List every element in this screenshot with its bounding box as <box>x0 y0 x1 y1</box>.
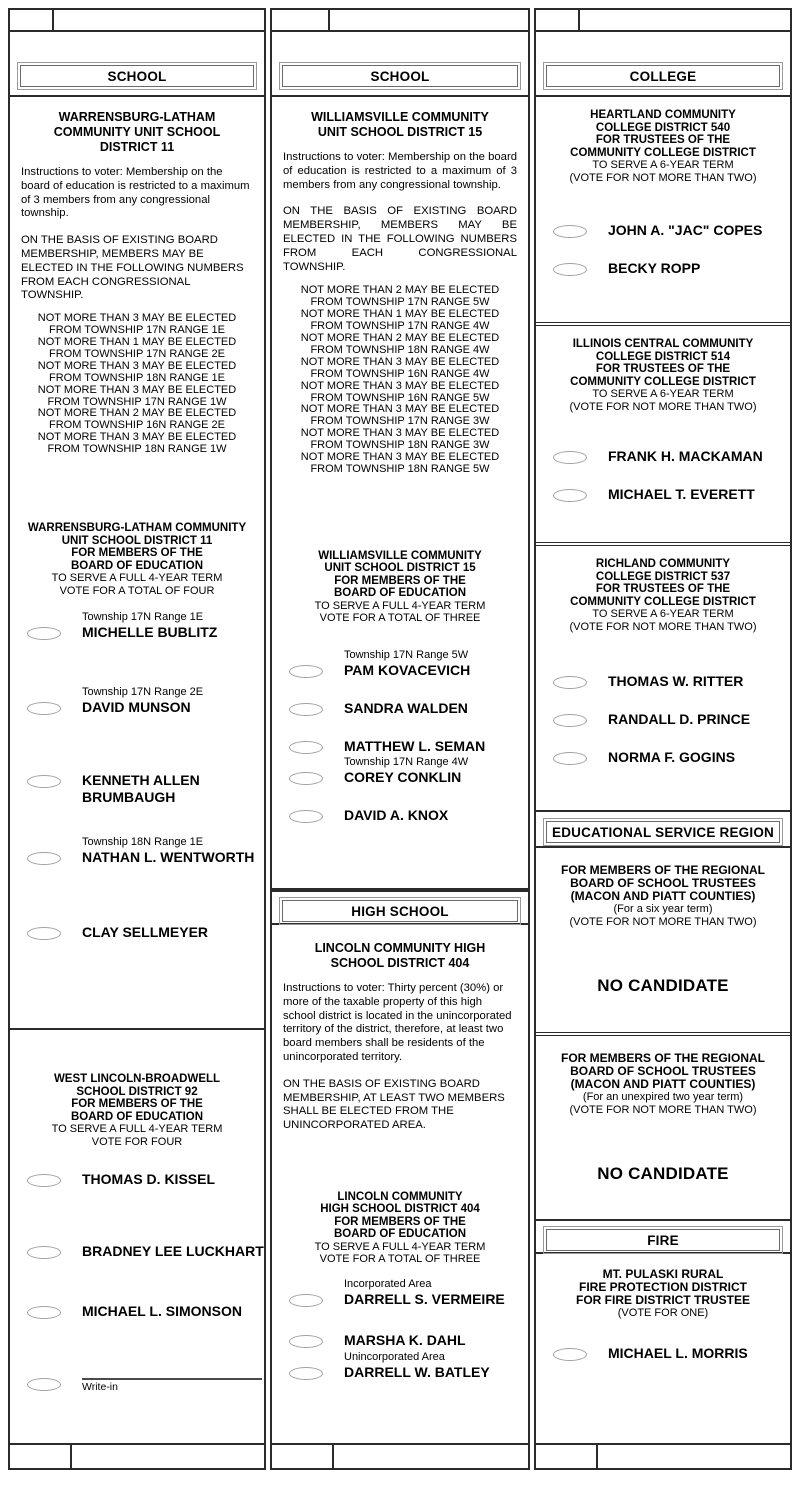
vote-for-line: VOTE FOR A TOTAL OF FOUR <box>59 584 215 597</box>
contest-title: FOR MEMBERS OF THE REGIONAL BOARD OF SCHOOL TRUSTEES (MACON AND PIATT COUNTIES) <box>561 1051 765 1091</box>
ballot-oval[interactable] <box>27 852 61 865</box>
timing-cell-small <box>10 10 54 30</box>
candidate-name: MICHAEL L. SIMONSON <box>82 1303 242 1319</box>
contest-title: MT. PULASKI RURAL FIRE PROTECTION DISTRICT FOR FIRE DISTRICT TRUSTEE <box>576 1267 750 1307</box>
township-rules: NOT MORE THAN 2 MAY BE ELECTED FROM TOWNSHIP 17N RANGE 5W NOT MORE THAN 1 MAY BE ELECTED FROM TOWNSHIP 17N RANGE 4W NOT MORE THAN 2 MAY BE ELECTED FROM TOWNSHIP 18N RANGE 4W NOT MORE THAN 3 MAY BE ELECTED FROM TOWNSHIP 16N RANGE 4W NOT MORE THAN 3 MAY BE ELECTED FROM TOWNSHIP 16N RANGE 5W NOT MORE THAN 3 MAY BE ELECTED FROM TOWNSHIP 17N RANGE 3W NOT MORE THAN 3 MAY BE ELECTED FROM TOWNSHIP 18N RANGE 3W NOT MORE THAN 3 MAY BE ELECTED FROM TOWNSHIP 18N RANGE 5W <box>300 284 500 475</box>
candidate-row <box>536 711 790 728</box>
contest-title: LINCOLN COMMUNITY HIGH SCHOOL DISTRICT 404 FOR MEMBERS OF THE BOARD OF EDUCATION <box>320 1190 480 1241</box>
ballot-oval[interactable] <box>553 1348 587 1361</box>
band-outer-box <box>543 1226 783 1254</box>
candidate-row <box>272 1278 528 1308</box>
section-band-fire <box>536 1219 790 1254</box>
contest-header <box>272 1191 528 1266</box>
instructions-paragraph: Instructions to voter: Thirty percent (30%) or more of the taxable property of this high school district is located in the unincorporated territory of the district, therefore, at least two board members shall be residents of the unincorporated territory. <box>283 982 512 1063</box>
timing-strip-bottom <box>10 1443 264 1468</box>
area-label: Incorporated Area <box>344 1277 432 1290</box>
candidate-row <box>272 1351 528 1381</box>
candidate-name: COREY CONKLIN <box>344 768 462 785</box>
contest-west-lincoln-broadwell-92 <box>10 1030 264 1443</box>
candidate-name: THOMAS W. RITTER <box>608 673 744 689</box>
section-band-college <box>536 62 790 97</box>
ballot-oval[interactable] <box>27 1378 61 1391</box>
candidate-row <box>10 1243 264 1260</box>
candidate-name: BRADNEY LEE LUCKHART <box>82 1243 264 1259</box>
vote-for-line: (VOTE FOR NOT MORE THAN TWO) <box>569 400 757 413</box>
candidate-row <box>272 756 528 786</box>
candidate-row <box>536 260 790 277</box>
candidate-name: BECKY ROPP <box>608 260 701 276</box>
write-in-line[interactable] <box>82 1378 262 1380</box>
timing-strip-top <box>272 10 528 32</box>
no-candidate-label: NO CANDIDATE <box>597 1164 729 1183</box>
contest-title: FOR MEMBERS OF THE REGIONAL BOARD OF SCHOOL TRUSTEES (MACON AND PIATT COUNTIES) <box>561 863 765 903</box>
contest-richland-537 <box>536 546 790 810</box>
timing-cell-small <box>536 10 580 30</box>
ballot-oval[interactable] <box>289 665 323 678</box>
term-line: TO SERVE A FULL 4-YEAR TERM <box>51 572 223 585</box>
timing-cell-small <box>272 10 330 30</box>
term-line: TO SERVE A FULL 4-YEAR TERM <box>51 1123 223 1135</box>
ballot-oval[interactable] <box>289 810 323 823</box>
band-outer-box <box>279 897 521 925</box>
section-band-high-school <box>272 890 528 925</box>
instructions-paragraph: Instructions to voter: Membership on the board of education is restricted to a maximum of 3 members from any congressional township. <box>283 151 517 191</box>
candidate-row <box>10 836 264 866</box>
vote-for-line: (VOTE FOR NOT MORE THAN TWO) <box>569 171 757 184</box>
contest-esr-two-year <box>536 1036 790 1219</box>
contest-esr-six-year <box>536 848 790 1032</box>
timing-strip-top <box>536 10 790 32</box>
district-title: WARRENSBURG-LATHAM COMMUNITY UNIT SCHOOL DISTRICT 11 <box>53 110 221 154</box>
township-rules: NOT MORE THAN 3 MAY BE ELECTED FROM TOWNSHIP 17N RANGE 1E NOT MORE THAN 1 MAY BE ELECTED FROM TOWNSHIP 17N RANGE 2E NOT MORE THAN 3 MAY BE ELECTED FROM TOWNSHIP 18N RANGE 1E NOT MORE THAN 3 MAY BE ELECTED FROM TOWNSHIP 17N RANGE 1W NOT MORE THAN 2 MAY BE ELECTED FROM TOWNSHIP 16N RANGE 2E NOT MORE THAN 3 MAY BE ELECTED FROM TOWNSHIP 18N RANGE 1W <box>37 312 237 456</box>
section-band-esr <box>536 810 790 848</box>
term-line: TO SERVE A FULL 4-YEAR TERM <box>314 599 486 612</box>
contest-mt-pulaski-fire <box>536 1254 790 1443</box>
timing-cell-large <box>54 10 264 30</box>
band-label: COLLEGE <box>546 65 780 87</box>
ballot-oval[interactable] <box>289 703 323 716</box>
vote-for-line: (VOTE FOR ONE) <box>617 1307 709 1319</box>
ballot-oval[interactable] <box>553 225 587 238</box>
candidate-name: DARRELL W. BATLEY <box>344 1363 490 1380</box>
instructions-paragraph: ON THE BASIS OF EXISTING BOARD MEMBERSHIP, MEMBERS MAY BE ELECTED IN THE FOLLOWING NUMBERS FROM EACH CONGRESSIONAL TOWNSHIP. <box>283 205 517 273</box>
candidate-row <box>536 673 790 690</box>
ballot-oval[interactable] <box>553 714 587 727</box>
candidate-row <box>10 772 264 806</box>
candidate-name: MICHAEL L. MORRIS <box>608 1344 748 1361</box>
timing-cell-small <box>272 1445 334 1468</box>
candidate-row <box>10 1171 264 1188</box>
ballot-oval[interactable] <box>289 1335 323 1348</box>
band-outer-box <box>17 62 257 90</box>
contest-title: ILLINOIS CENTRAL COMMUNITY COLLEGE DISTRICT 514 FOR TRUSTEES OF THE COMMUNITY COLLEGE DISTRICT <box>570 338 756 388</box>
band-label: HIGH SCHOOL <box>282 900 518 922</box>
contest-header <box>536 558 790 633</box>
candidate-row <box>10 686 264 716</box>
township-label: Township 17N Range 1E <box>82 611 204 624</box>
band-label: EDUCATIONAL SERVICE REGION <box>546 821 780 843</box>
band-outer-box <box>279 62 521 90</box>
band-label: SCHOOL <box>282 65 518 87</box>
ballot-oval[interactable] <box>289 772 323 785</box>
term-line: (For an unexpired two year term) <box>582 1091 744 1103</box>
contest-lincoln-hs-404 <box>272 925 528 1443</box>
candidate-name: SANDRA WALDEN <box>344 699 468 716</box>
contest-header <box>10 522 264 597</box>
section-band-school-middle <box>272 62 528 97</box>
header-spacer <box>272 32 528 62</box>
ballot-oval[interactable] <box>27 1306 61 1319</box>
term-line: (For a six year term) <box>613 903 713 915</box>
candidate-name: MICHELLE BUBLITZ <box>82 624 218 641</box>
contest-header <box>536 109 790 184</box>
contest-williamsville-15 <box>272 97 528 890</box>
candidate-name: JOHN A. "JAC" COPES <box>608 222 763 238</box>
township-label: Township 18N Range 1E <box>82 836 204 849</box>
band-label: FIRE <box>546 1229 780 1251</box>
write-in-label: Write-in <box>82 1381 118 1393</box>
ballot-oval[interactable] <box>553 676 587 689</box>
ballot-oval[interactable] <box>27 927 61 940</box>
candidate-name: DAVID A. KNOX <box>344 806 449 823</box>
vote-for-line: (VOTE FOR NOT MORE THAN TWO) <box>569 620 757 633</box>
contest-illinois-central-514 <box>536 326 790 542</box>
contest-title: WEST LINCOLN-BROADWELL SCHOOL DISTRICT 92 FOR MEMBERS OF THE BOARD OF EDUCATION <box>53 1073 221 1123</box>
ballot-oval[interactable] <box>27 627 61 640</box>
contest-heartland-540 <box>536 97 790 322</box>
candidate-name: DAVID MUNSON <box>82 699 191 716</box>
vote-for-line: VOTE FOR FOUR <box>91 1135 183 1148</box>
section-band-school-left <box>10 62 264 97</box>
band-outer-box <box>543 818 783 846</box>
candidate-name: MICHAEL T. EVERETT <box>608 486 755 502</box>
ballot-oval[interactable] <box>553 451 587 464</box>
ballot-oval[interactable] <box>289 741 323 754</box>
contest-header <box>536 1268 790 1320</box>
township-label: Township 17N Range 4W <box>344 755 469 768</box>
ballot-oval[interactable] <box>289 1367 323 1380</box>
candidate-row <box>536 222 790 239</box>
candidate-row <box>536 749 790 766</box>
contest-title: HEARTLAND COMMUNITY COLLEGE DISTRICT 540 FOR TRUSTEES OF THE COMMUNITY COLLEGE DISTRICT <box>570 109 756 159</box>
candidate-row <box>536 486 790 503</box>
candidate-name: CLAY SELLMEYER <box>82 924 209 941</box>
ballot-oval[interactable] <box>27 1174 61 1187</box>
timing-cell-large <box>330 10 528 30</box>
candidate-name: RANDALL D. PRINCE <box>608 711 751 727</box>
ballot-column-left <box>8 8 266 1470</box>
candidate-row <box>272 738 528 755</box>
ballot-oval[interactable] <box>289 1294 323 1307</box>
timing-strip-top <box>10 10 264 32</box>
contest-header <box>536 338 790 413</box>
area-label: Unincorporated Area <box>344 1350 445 1363</box>
band-label: SCHOOL <box>20 65 254 87</box>
candidate-name: NATHAN L. WENTWORTH <box>82 849 255 866</box>
ballot-oval[interactable] <box>553 263 587 276</box>
candidate-name: PAM KOVACEVICH <box>344 661 471 678</box>
term-line: TO SERVE A FULL 4-YEAR TERM <box>314 1240 486 1253</box>
candidate-name: NORMA F. GOGINS <box>608 749 736 765</box>
candidate-row <box>10 1303 264 1320</box>
header-spacer <box>536 32 790 62</box>
instructions-paragraph: Instructions to voter: Membership on the board of education is restricted to a maximum of 3 members from any congressional township. <box>21 166 250 220</box>
candidate-name: FRANK H. MACKAMAN <box>608 448 763 464</box>
township-label: Township 17N Range 5W <box>344 648 469 661</box>
candidate-row <box>536 1345 790 1362</box>
contest-title: WILLIAMSVILLE COMMUNITY UNIT SCHOOL DISTRICT 15 FOR MEMBERS OF THE BOARD OF EDUCATION <box>318 549 482 600</box>
write-in-row <box>10 1378 264 1394</box>
candidate-row <box>272 1332 528 1349</box>
contest-header <box>10 1073 264 1148</box>
ballot-oval[interactable] <box>27 1246 61 1259</box>
no-candidate-label: NO CANDIDATE <box>597 976 729 995</box>
contest-title: RICHLAND COMMUNITY COLLEGE DISTRICT 537 FOR TRUSTEES OF THE COMMUNITY COLLEGE DISTRICT <box>570 558 756 608</box>
timing-strip-bottom <box>536 1443 790 1468</box>
timing-cell-large <box>334 1445 528 1468</box>
term-line: TO SERVE A 6-YEAR TERM <box>592 159 734 171</box>
contest-header <box>272 550 528 625</box>
term-line: TO SERVE A 6-YEAR TERM <box>592 608 734 620</box>
vote-for-line: VOTE FOR A TOTAL OF THREE <box>319 1253 481 1266</box>
district-title: LINCOLN COMMUNITY HIGH SCHOOL DISTRICT 404 <box>314 941 486 970</box>
candidate-row <box>10 611 264 641</box>
contest-header <box>536 1052 790 1116</box>
vote-for-line: VOTE FOR A TOTAL OF THREE <box>319 612 481 625</box>
candidate-row <box>272 700 528 717</box>
candidate-name: MATTHEW L. SEMAN <box>344 737 486 754</box>
band-outer-box <box>543 62 783 90</box>
candidate-name: KENNETH ALLEN BRUMBAUGH <box>82 772 200 806</box>
vote-for-line: (VOTE FOR NOT MORE THAN TWO) <box>569 915 757 928</box>
candidate-row <box>536 448 790 465</box>
ballot-oval[interactable] <box>27 702 61 715</box>
ballot-oval[interactable] <box>553 752 587 765</box>
vote-for-line: (VOTE FOR NOT MORE THAN TWO) <box>569 1103 757 1116</box>
candidate-row <box>10 924 264 941</box>
header-spacer <box>10 32 264 62</box>
contest-header <box>536 864 790 928</box>
candidate-row <box>272 807 528 824</box>
ballot-oval[interactable] <box>27 775 61 788</box>
candidate-row <box>272 649 528 679</box>
timing-cell-large <box>72 1445 264 1468</box>
candidate-name: THOMAS D. KISSEL <box>82 1171 216 1187</box>
contest-warrensburg-latham-11 <box>10 97 264 1030</box>
term-line: TO SERVE A 6-YEAR TERM <box>592 388 734 400</box>
timing-cell-small <box>10 1445 72 1468</box>
timing-cell-small <box>536 1445 598 1468</box>
timing-cell-large <box>598 1445 790 1468</box>
candidate-name: DARRELL S. VERMEIRE <box>344 1290 505 1307</box>
contest-title: WARRENSBURG-LATHAM COMMUNITY UNIT SCHOOL DISTRICT 11 FOR MEMBERS OF THE BOARD OF EDUCATION <box>27 522 247 572</box>
township-label: Township 17N Range 2E <box>82 686 204 699</box>
instructions-paragraph: ON THE BASIS OF EXISTING BOARD MEMBERSHIP, MEMBERS MAY BE ELECTED IN THE FOLLOWING NUMBERS FROM EACH CONGRESSIONAL TOWNSHIP. <box>21 234 244 302</box>
ballot-column-right <box>534 8 792 1470</box>
ballot-oval[interactable] <box>553 489 587 502</box>
timing-cell-large <box>580 10 790 30</box>
instructions-paragraph: ON THE BASIS OF EXISTING BOARD MEMBERSHIP, AT LEAST TWO MEMBERS SHALL BE ELECTED FROM THE UNINCORPORATED AREA. <box>283 1077 505 1132</box>
timing-strip-bottom <box>272 1443 528 1468</box>
candidate-name: MARSHA K. DAHL <box>344 1331 466 1348</box>
district-title: WILLIAMSVILLE COMMUNITY UNIT SCHOOL DISTRICT 15 <box>311 110 489 139</box>
ballot-column-middle <box>270 8 530 1470</box>
